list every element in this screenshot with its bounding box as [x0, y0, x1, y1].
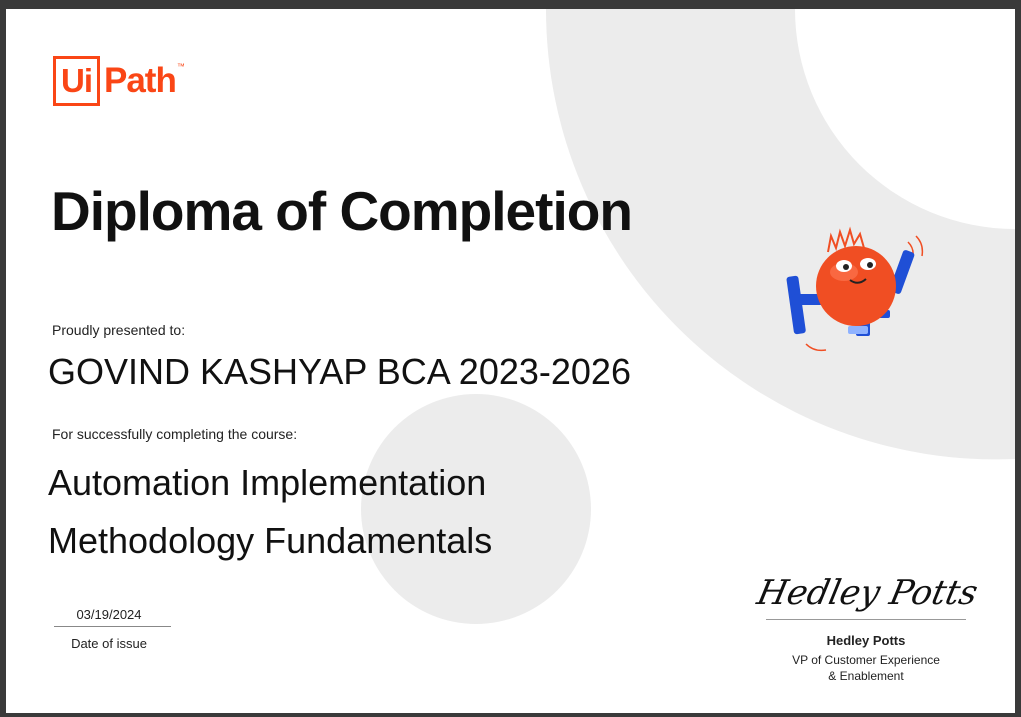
signature: [754, 564, 984, 624]
signer-title-line2: & Enablement: [828, 669, 904, 683]
logo-box: Ui: [53, 56, 100, 106]
logo-text: Path: [104, 61, 176, 100]
logo-trademark: ™: [176, 62, 185, 71]
course-name-line2: Methodology Fundamentals: [48, 520, 493, 561]
signer-title: [766, 652, 966, 684]
robot-mascot-icon: [776, 214, 936, 364]
issue-date-label: Date of issue: [71, 636, 147, 651]
certificate-canvas: [6, 9, 1015, 713]
issue-date: 03/19/2024: [76, 607, 142, 622]
signature-script: Hedley Potts: [754, 573, 982, 613]
course-name-line1: Automation Implementation: [48, 462, 487, 503]
signer-name: Hedley Potts: [826, 633, 906, 648]
certificate-title: Diploma of Completion: [51, 180, 632, 242]
date-divider: [54, 626, 171, 627]
signature-divider: [766, 619, 966, 620]
presented-label: Proudly presented to:: [52, 322, 186, 338]
course-name: [48, 454, 492, 570]
uipath-logo: [53, 56, 185, 106]
signer-title-line1: VP of Customer Experience: [792, 653, 940, 667]
course-label: For successfully completing the course:: [52, 426, 298, 442]
recipient-name: GOVIND KASHYAP BCA 2023-2026: [48, 351, 631, 392]
